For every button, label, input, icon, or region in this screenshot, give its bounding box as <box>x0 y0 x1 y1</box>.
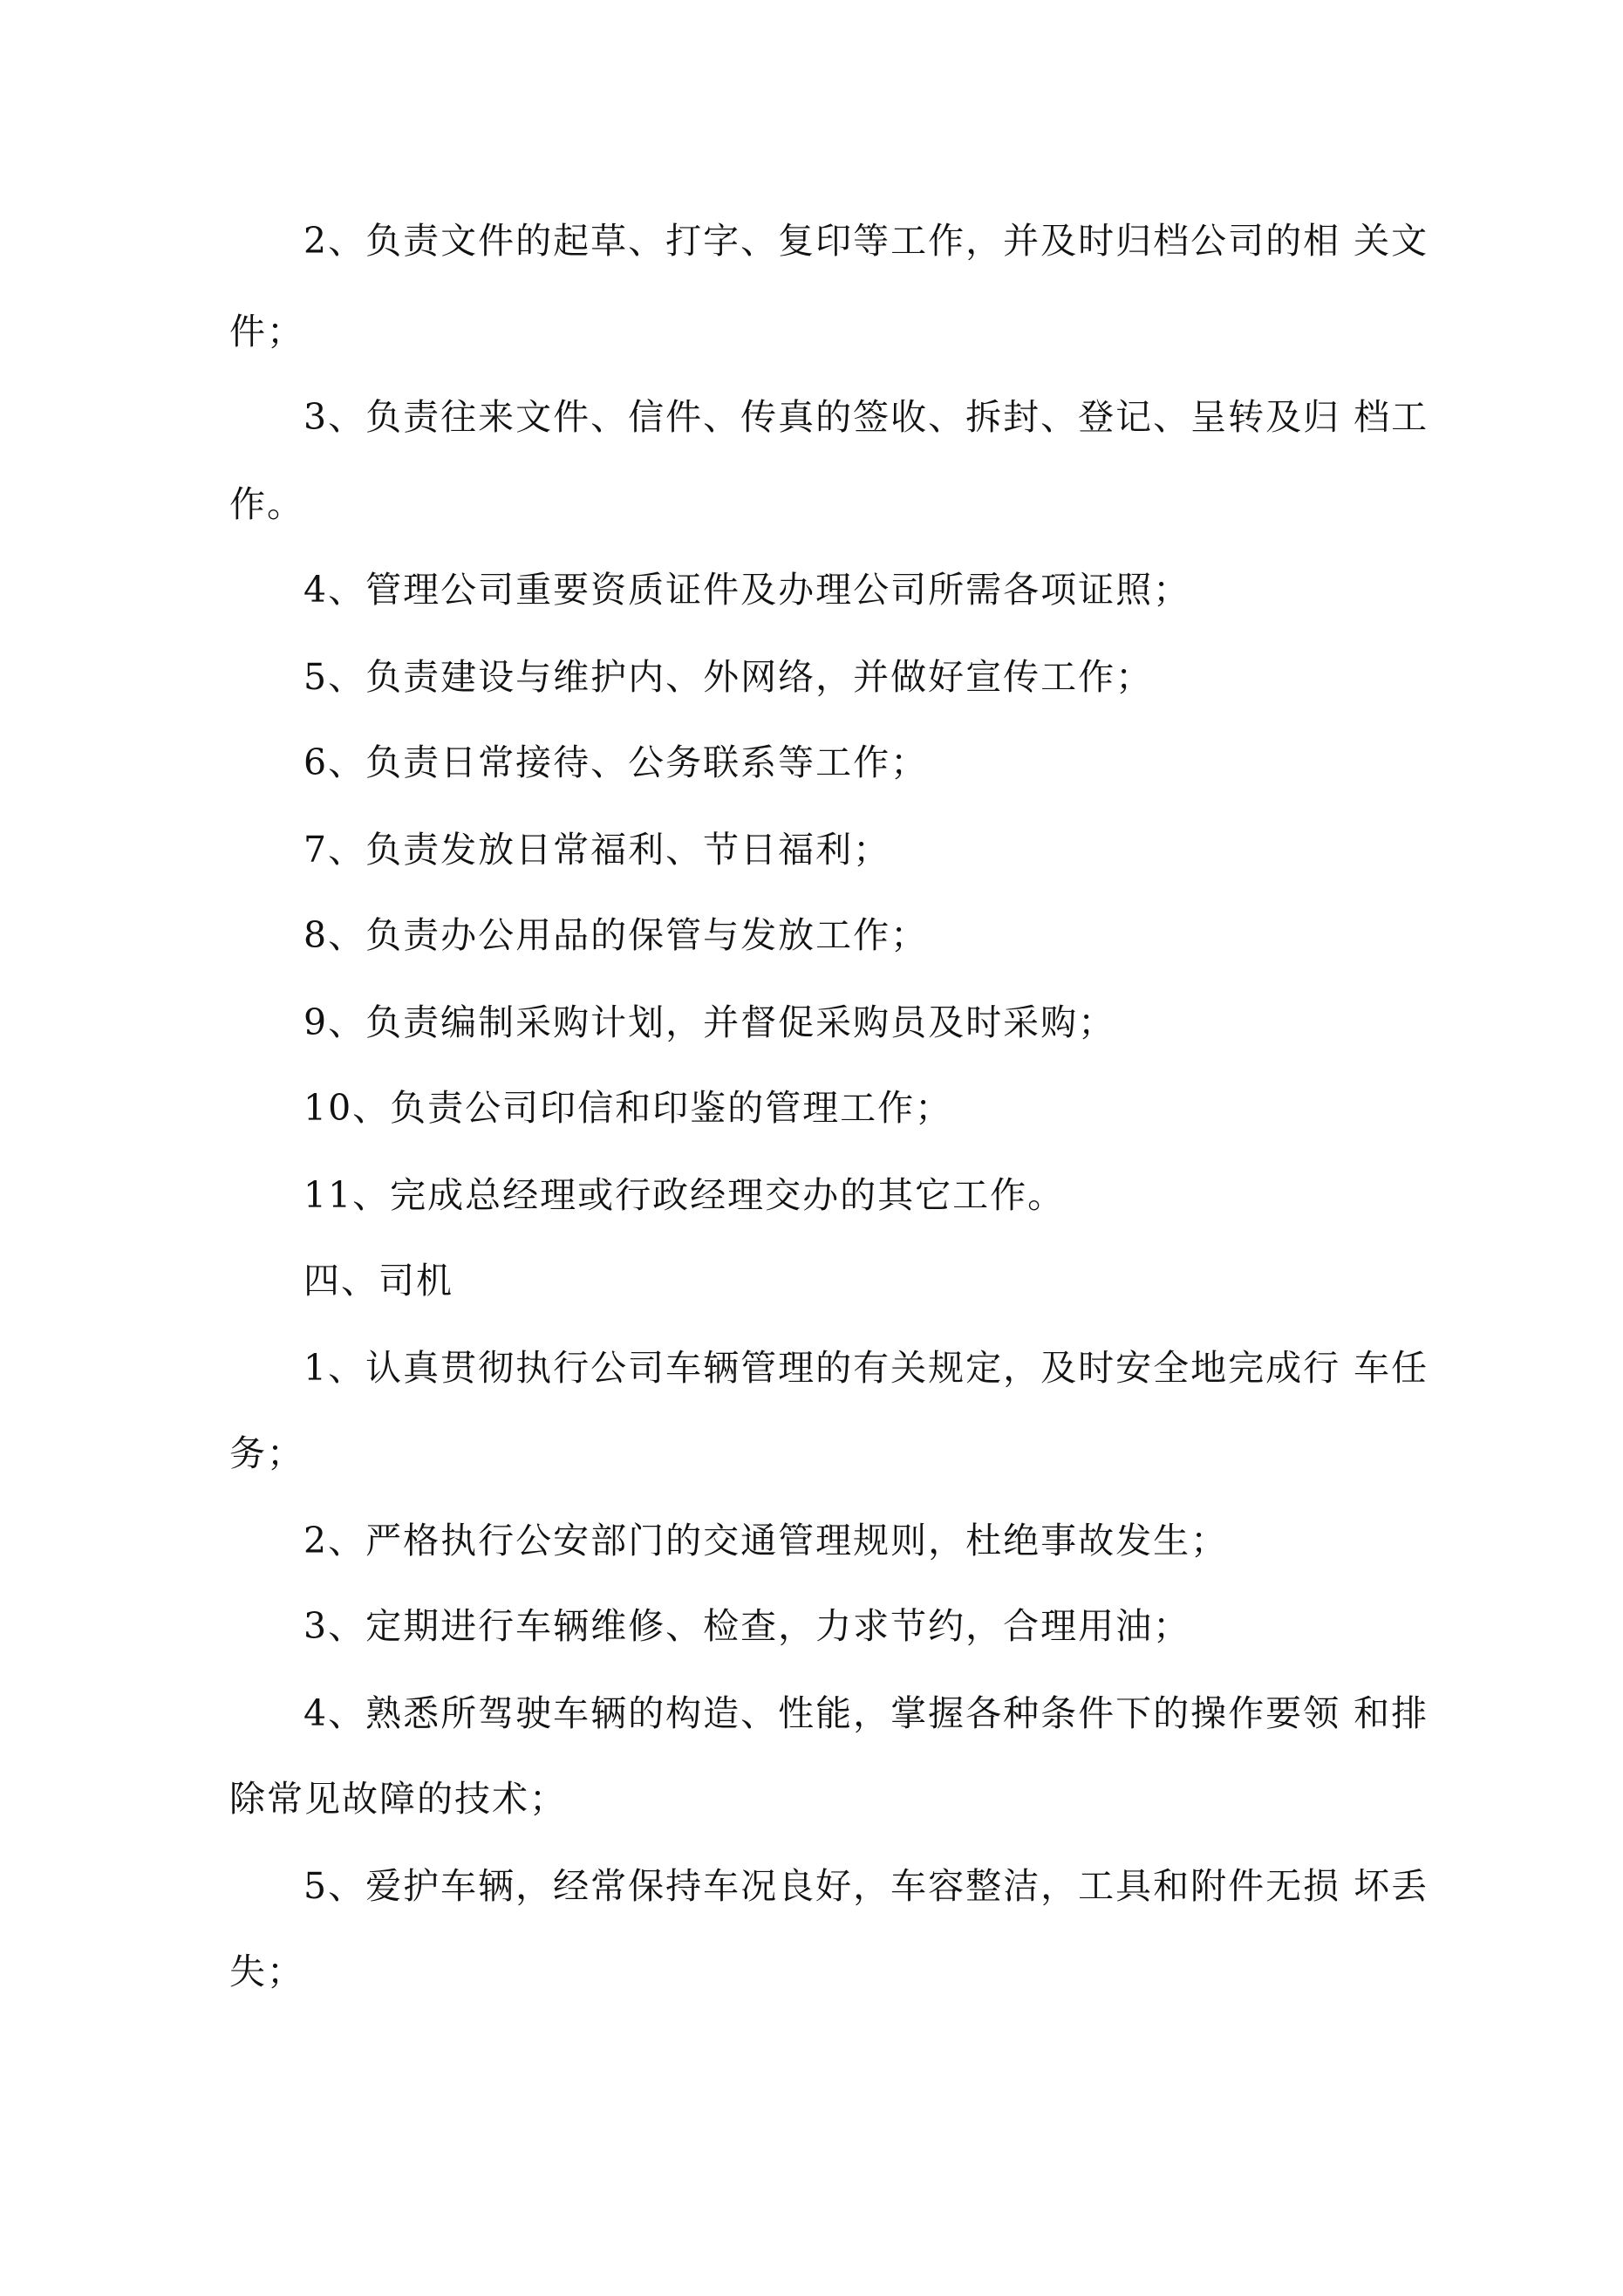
text-line: 9、负责编制采购计划，并督促采购员及时采购； <box>303 1001 1116 1043</box>
text-line: 11、完成总经理或行政经理交办的其它工作。 <box>303 1174 1066 1216</box>
text-line: 件； <box>229 311 304 352</box>
text-line: 2、负责文件的起草、打字、复印等工作，并及时归档公司的相 关文 <box>303 220 1429 262</box>
text-line: 除常见故障的技术； <box>229 1778 567 1820</box>
text-line: 5、负责建设与维护内、外网络，并做好宣传工作； <box>303 656 1154 698</box>
text-line: 8、负责办公用品的保管与发放工作； <box>303 914 929 956</box>
text-line: 失； <box>229 1951 304 1992</box>
text-line: 作。 <box>229 483 304 525</box>
text-line: 3、负责往来文件、信件、传真的签收、拆封、登记、呈转及归 档工 <box>303 396 1429 438</box>
section-heading: 四、司机 <box>303 1260 453 1302</box>
text-line: 6、负责日常接待、公务联系等工作； <box>303 741 929 783</box>
text-line: 务； <box>229 1432 304 1474</box>
text-line: 5、爱护车辆，经常保持车况良好，车容整洁，工具和附件无损 坏丢 <box>303 1865 1429 1907</box>
text-line: 7、负责发放日常福利、节日福利； <box>303 829 891 871</box>
text-line: 4、熟悉所驾驶车辆的构造、性能，掌握各种条件下的操作要领 和排 <box>303 1692 1429 1734</box>
text-line: 3、定期进行车辆维修、检查，力求节约，合理用油； <box>303 1605 1191 1647</box>
text-line: 1、认真贯彻执行公司车辆管理的有关规定，及时安全地完成行 车任 <box>303 1347 1429 1389</box>
text-line: 2、严格执行公安部门的交通管理规则，杜绝事故发生； <box>303 1520 1229 1561</box>
text-line: 4、管理公司重要资质证件及办理公司所需各项证照； <box>303 569 1191 611</box>
text-line: 10、负责公司印信和印鉴的管理工作； <box>303 1087 953 1129</box>
